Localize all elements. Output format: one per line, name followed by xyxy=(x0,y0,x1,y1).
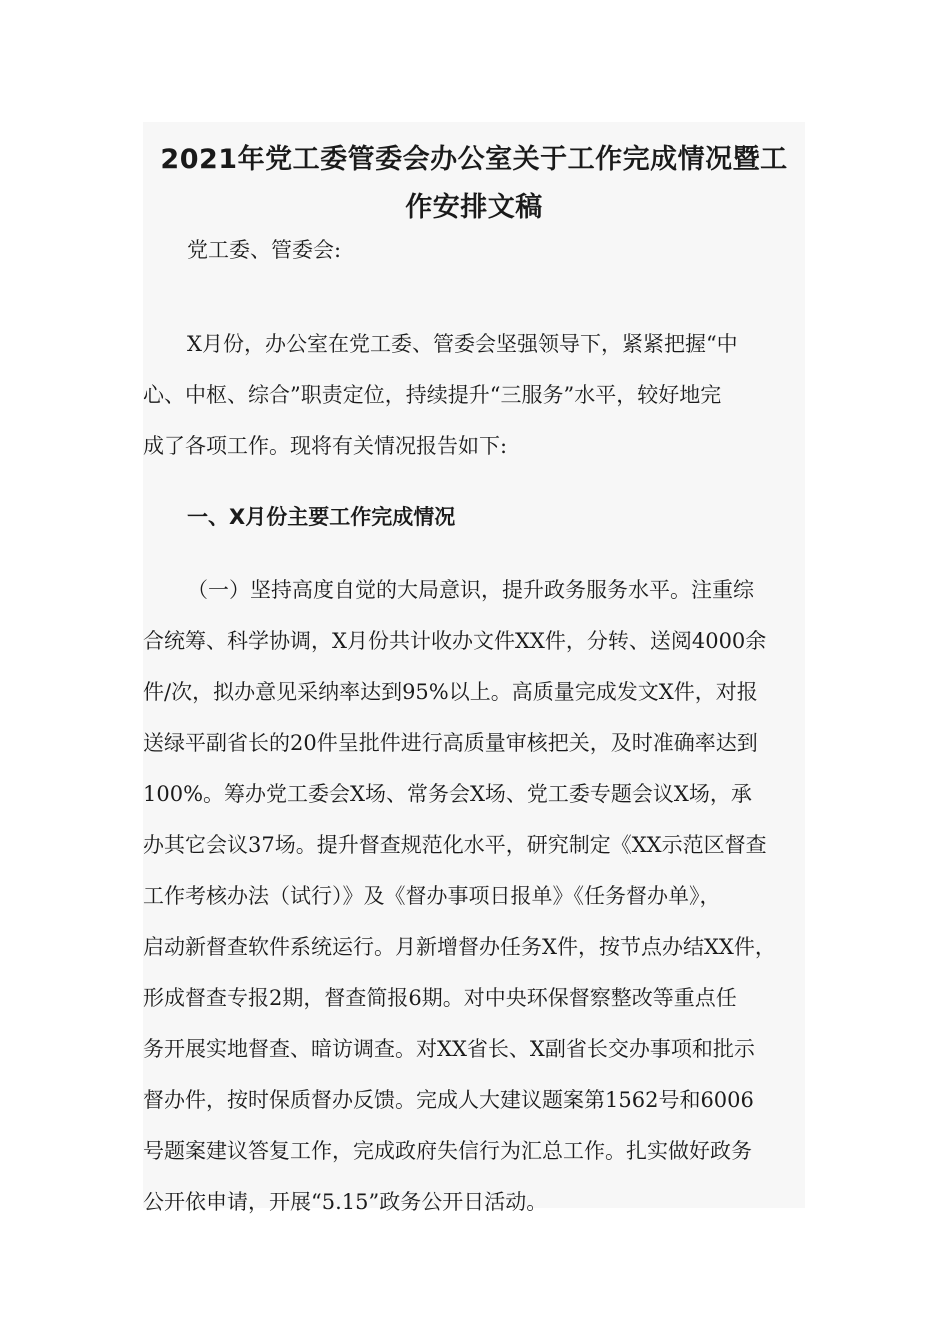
para-line-7: 工作考核办法（试行）》及《督办事项日报单》《任务督办单》， xyxy=(143,884,721,908)
document-page xyxy=(143,122,805,1214)
intro-line-1: X月份，办公室在党工委、管委会坚强领导下，紧紧把握“中 xyxy=(187,332,738,356)
salutation-text: 党工委、管委会: xyxy=(187,238,342,262)
title-line-2: 作安排文稿 xyxy=(405,192,543,223)
para-line-8: 启动新督查软件系统运行。月新增督办任务X件，按节点办结XX件， xyxy=(143,935,776,959)
para-line-13: 公开依申请，开展“5.15”政务公开日活动。 xyxy=(143,1190,548,1214)
para-line-3: 件/次，拟办意见采纳率达到95%以上。高质量完成发文X件，对报 xyxy=(143,680,758,704)
title-line-1: 2021年党工委管委会办公室关于工作完成情况暨工 xyxy=(160,144,788,175)
para-line-2: 合统筹、科学协调，X月份共计收办文件XX件，分转、送阅4000余 xyxy=(143,629,767,653)
document-title xyxy=(143,136,805,232)
para-line-1: （一）坚持高度自觉的大局意识，提升政务服务水平。注重综 xyxy=(187,578,754,602)
para-line-5: 100%。筹办党工委会X场、常务会X场、党工委专题会议X场，承 xyxy=(143,782,752,806)
intro-line-3: 成了各项工作。现将有关情况报告如下: xyxy=(143,434,508,458)
section-paragraph xyxy=(143,565,805,1228)
para-line-9: 形成督查专报2期，督查简报6期。对中央环保督察整改等重点任 xyxy=(143,986,737,1010)
salutation xyxy=(143,225,805,276)
para-line-12: 号题案建议答复工作，完成政府失信行为汇总工作。扎实做好政务 xyxy=(143,1139,752,1163)
intro-line-2: 心、中枢、综合”职责定位，持续提升“三服务”水平，较好地完 xyxy=(143,383,722,407)
section-heading-text: 一、X月份主要工作完成情况 xyxy=(187,505,456,529)
intro-paragraph xyxy=(143,319,805,472)
para-line-11: 督办件，按时保质督办反馈。完成人大建议题案第1562号和6006 xyxy=(143,1088,754,1112)
para-line-4: 送绿平副省长的20件呈批件进行高质量审核把关，及时准确率达到 xyxy=(143,731,758,755)
para-line-10: 务开展实地督查、暗访调查。对XX省长、X副省长交办事项和批示 xyxy=(143,1037,755,1061)
section-heading xyxy=(143,492,805,543)
para-line-6: 办其它会议37场。提升督查规范化水平，研究制定《XX示范区督查 xyxy=(143,833,767,857)
